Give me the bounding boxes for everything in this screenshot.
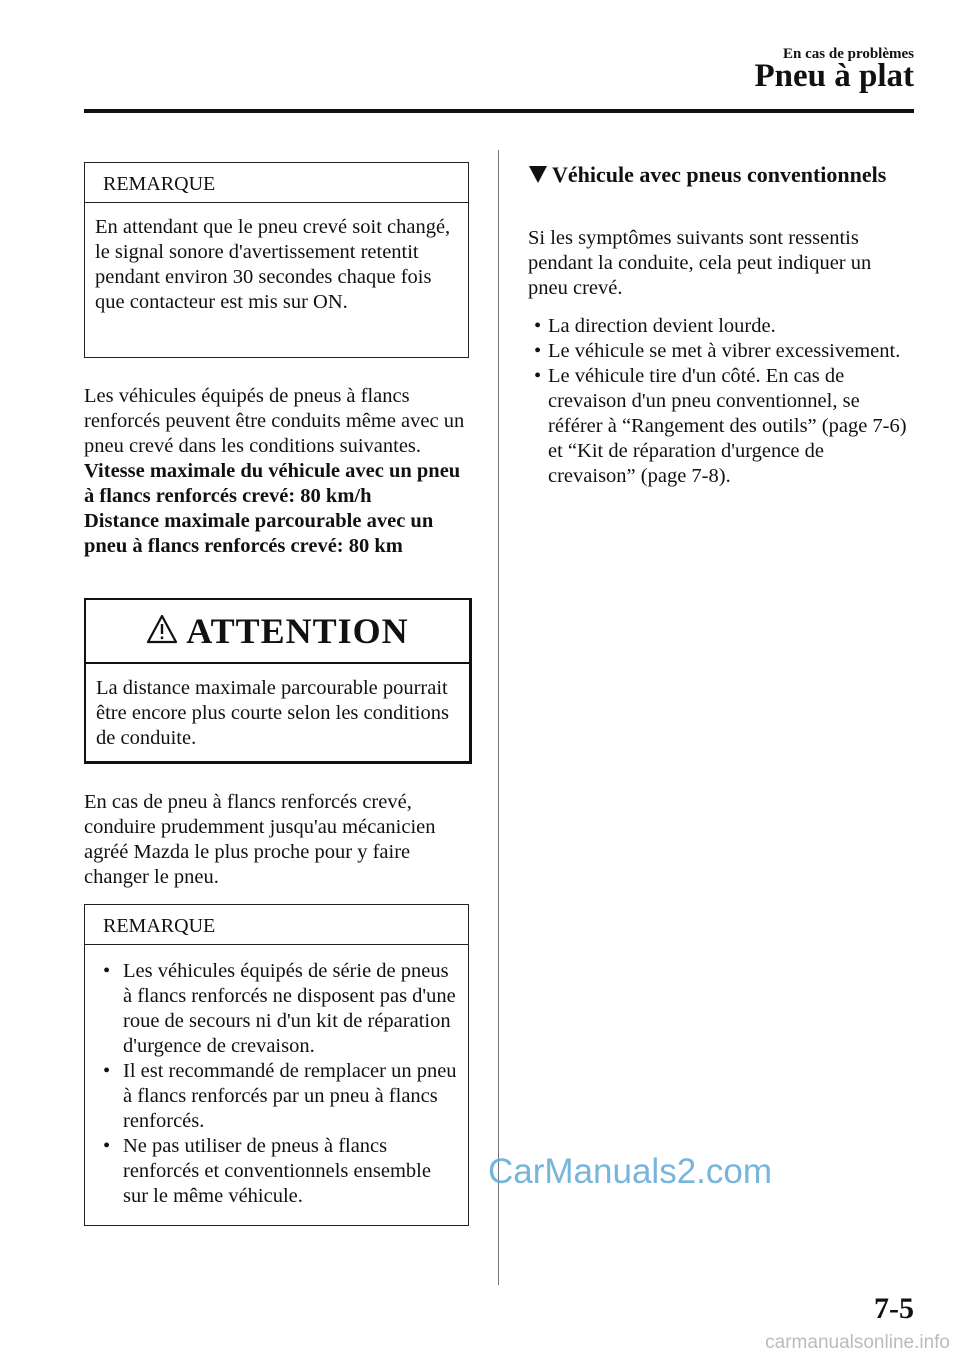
- max-distance-text: Distance maximale parcourable avec un pneu à flancs renforcés crevé: 80 km: [84, 510, 434, 557]
- bullet-dot-icon: •: [103, 1135, 111, 1157]
- max-speed-text: Vitesse maximale du véhicule avec un pneu à flancs renforcés crevé: 80 km/h: [84, 460, 461, 507]
- note-box-1: [84, 162, 469, 358]
- header-section: En cas de problèmes: [783, 46, 914, 62]
- bullet-dot-icon: •: [103, 1060, 111, 1082]
- footer-url: carmanualsonline.info: [765, 1332, 950, 1353]
- warning-triangle-icon: [146, 614, 178, 649]
- symptom-list: [528, 314, 913, 489]
- section-heading: Véhicule avec pneus conventionnels: [528, 162, 908, 187]
- header-rule: [84, 109, 914, 113]
- attention-header: [86, 600, 469, 664]
- paragraph-text: Les véhicules équipés de pneus à flancs renforcés peuvent être conduits même avec un pneu crevé dans les conditions suivantes.: [84, 385, 465, 457]
- attention-text: La distance maximale parcourable pourrait être encore plus courte selon les conditions de conduite.: [96, 677, 449, 749]
- list-item: • Le véhicule tire d'un côté. En cas de crevaison d'un pneu conventionnel, se référer à “Rangement des outils” (page 7-6) et “Kit de réparation d'urgence de crevaison” (page 7-8).: [534, 365, 907, 487]
- column-divider: [498, 150, 499, 1285]
- note-label: REMARQUE: [85, 163, 468, 203]
- bullet-dot-icon: •: [534, 315, 542, 337]
- list-item: • Il est recommandé de remplacer un pneu à flancs renforcés par un pneu à flancs renforcés.: [103, 1060, 457, 1132]
- symptom-list-wrap: [528, 314, 913, 489]
- note-box-2: [84, 904, 469, 1226]
- page-title: Pneu à plat: [754, 58, 914, 94]
- watermark: CarManuals2.com: [488, 1152, 772, 1191]
- paragraph-flats: [84, 384, 474, 559]
- note-text: En attendant que le pneu crevé soit changé, le signal sonore d'avertissement retentit pendant environ 30 secondes chaque fois que contacteur est mis sur ON.: [95, 216, 451, 313]
- list-item: • Ne pas utiliser de pneus à flancs renforcés et conventionnels ensemble sur le même véhicule.: [103, 1135, 431, 1207]
- list-item: • Le véhicule se met à vibrer excessivement.: [534, 340, 901, 362]
- bullet-dot-icon: •: [534, 340, 542, 362]
- bullet-dot-icon: •: [534, 365, 542, 387]
- intro-paragraph: Si les symptômes suivants sont ressentis pendant la conduite, cela peut indiquer un pneu crevé.: [528, 227, 872, 299]
- paragraph-drive-carefully: En cas de pneu à flancs renforcés crevé, conduire prudemment jusqu'au mécanicien agréé Mazda le plus proche pour y faire changer le pneu.: [84, 791, 436, 888]
- list-item: • La direction devient lourde.: [534, 315, 776, 337]
- triangle-down-icon: [528, 164, 548, 189]
- note-label: REMARQUE: [85, 905, 468, 945]
- bullet-dot-icon: •: [103, 960, 111, 982]
- attention-box: [84, 598, 472, 764]
- page-number: 7-5: [874, 1292, 914, 1325]
- list-item: • Les véhicules équipés de série de pneus à flancs renforcés ne disposent pas d'une roue de secours ni d'un kit de réparation d'urgence de crevaison.: [103, 960, 456, 1057]
- note-bullet-list: [95, 959, 458, 1209]
- attention-title: ATTENTION: [186, 611, 409, 651]
